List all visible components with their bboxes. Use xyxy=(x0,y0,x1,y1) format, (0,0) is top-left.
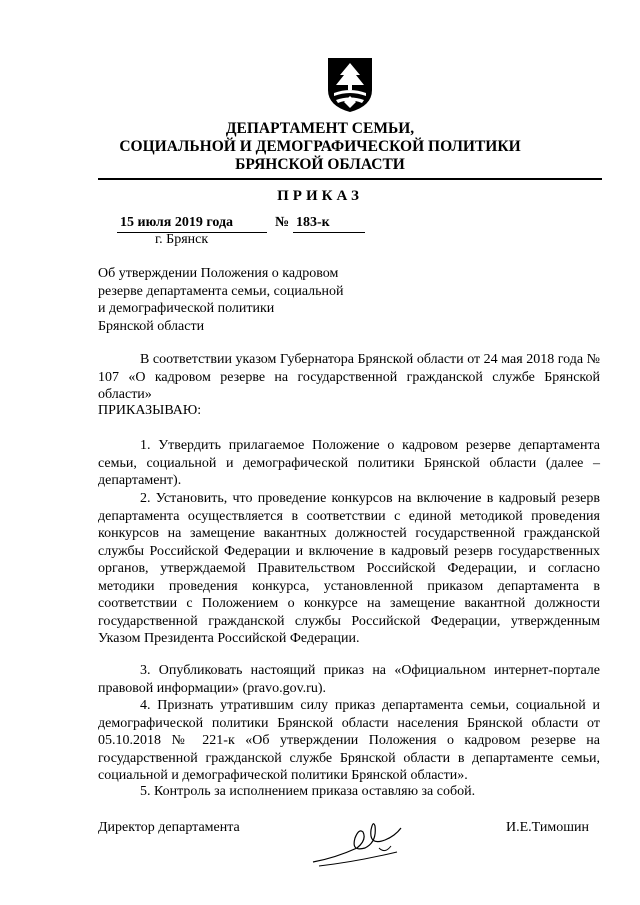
subject-line: резерве департамента семьи, социальной xyxy=(98,283,344,299)
order-item-5: 5. Контроль за исполнением приказа оставляю за собой. xyxy=(140,784,476,799)
order-number: 183-к xyxy=(296,215,330,230)
number-sign: № xyxy=(275,215,290,230)
order-date: 15 июля 2019 года xyxy=(120,215,234,230)
order-item-1: 1. Утвердить прилагаемое Положение о кадровом резерве департамента семьи, социальной и демографической политики Брянской области (далее – департамент). xyxy=(98,438,600,488)
subject-line: Об утверждении Положения о кадровом xyxy=(98,266,339,281)
signer-name: И.Е.Тимошин xyxy=(506,820,589,835)
order-item-4: 4. Признать утратившим силу приказ департамента семьи, социальной и демографической политики Брянской области населения Брянской области от 05.10.2018 № 221-к «Об утверждении Положения о кадровом резерве на государственной гражданской службе Брянской области в департаменте семьи, социальной и демографической политики Брянской области». xyxy=(98,698,600,783)
subject-line: и демографической политики xyxy=(98,301,275,316)
legal-basis-paragraph: В соответствии указом Губернатора Брянской области от 24 мая 2018 года № 107 «О кадровом резерве на государственной гражданской службе Брянской области» xyxy=(98,352,600,402)
order-word: ПРИКАЗЫВАЮ: xyxy=(98,403,202,418)
issue-city: г. Брянск xyxy=(155,232,209,247)
signer-position: Директор департамента xyxy=(98,820,240,835)
header-divider xyxy=(98,178,602,180)
order-item-2: 2. Установить, что проведение конкурсов на включение в кадровый резерв департамента осуществляется в соответствии с единой методикой проведения конкурсов на замещение вакантных должностей государственной гражданской службы Российской Федерации и включение в кадровый резерв государственных органов, утверждаемой Правительством Российской Федерации, и согласно методики проведения конкурса, установленной приказом департамента в соответствии с Положением о конкурсе на замещение вакантной должности государственной гражданской службы Российской Федерации, утвержденным Указом Президента Российской Федерации. xyxy=(98,491,600,646)
department-name-line-2: СОЦИАЛЬНОЙ И ДЕМОГРАФИЧЕСКОЙ ПОЛИТИКИ xyxy=(119,138,521,155)
document-type-title: ПРИКАЗ xyxy=(277,188,363,204)
number-underline xyxy=(293,232,365,233)
department-name-line-3: БРЯНСКОЙ ОБЛАСТИ xyxy=(235,156,405,173)
department-name-line-1: ДЕПАРТАМЕНТ СЕМЬИ, xyxy=(225,120,415,137)
order-subject xyxy=(98,265,378,335)
subject-line: Брянской области xyxy=(98,318,205,334)
bryansk-coat-of-arms-icon xyxy=(326,56,374,114)
handwritten-signature-icon xyxy=(305,818,410,870)
order-item-3: 3. Опубликовать настоящий приказ на «Официальном интернет-портале правовой информации» (pravo.gov.ru). xyxy=(98,663,600,696)
